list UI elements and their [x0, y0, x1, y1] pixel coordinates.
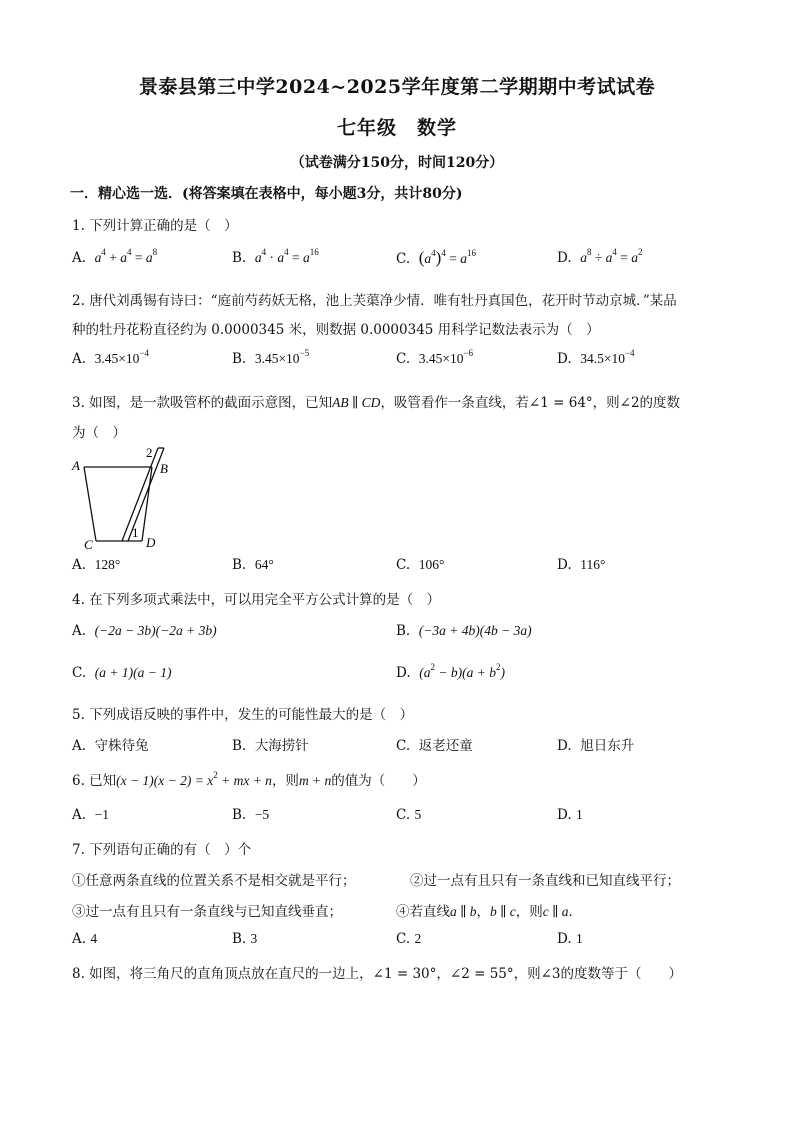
q7-option-d: D. 1 — [557, 931, 583, 947]
q4-option-c: C. (a + 1)(a − 1) — [72, 665, 172, 681]
label-d: D — [146, 535, 156, 550]
q3-line1: 3. 如图，是一款吸管杯的截面示意图，已知AB ∥ CD，吸管看作一条直线，若∠1 = 64°，则∠2的度数 — [72, 395, 681, 411]
q3-option-c: C. 106° — [396, 557, 445, 573]
q2-option-d: D. $34.5\times 10^{-4}$ — [557, 348, 635, 367]
q5-option-a: A. 守株待兔 — [72, 738, 149, 754]
q7-option-b: B. 3 — [232, 931, 258, 947]
q1-option-a: A. $a^4 + a^4 = a^8$ — [72, 247, 158, 266]
q4-stem: 4. 在下列多项式乘法中，可以用完全平方公式计算的是（ ） — [72, 592, 441, 608]
q2-option-c: C. $3.45\times 10^{-6}$ — [396, 348, 474, 367]
q2-line2: 种的牡丹花粉直径约为 0.0000345 米，则数据 0.0000345 用科学记数法表示为（ ） — [72, 322, 600, 338]
q5-option-b: B. 大海捞针 — [232, 738, 309, 754]
q4-option-b: B. (−3a + 4b)(4b − 3a) — [396, 623, 532, 639]
q7-statement-2: ②过一点有且只有一条直线和已知直线平行； — [410, 873, 680, 889]
q5-stem: 5. 下列成语反映的事件中，发生的可能性最大的是（ ） — [72, 707, 414, 723]
q2-line1: 2. 唐代刘禹锡有诗曰：“庭前芍药妖无格，池上芙蕖净少情．唯有牡丹真国色，花开时节动京城．”某品 — [72, 293, 677, 309]
q3-option-b: B. 64° — [232, 557, 274, 573]
q3-line2: 为（ ） — [72, 425, 126, 441]
q2-option-a: A. $3.45\times 10^{-4}$ — [72, 348, 149, 367]
q7-stem: 7. 下列语句正确的有（ ）个 — [72, 842, 252, 858]
q7-option-a: A. 4 — [72, 931, 98, 947]
q1-option-d: D. $a^8 \div a^4 = a^2$ — [557, 247, 643, 266]
q3-option-a: A. 128° — [72, 557, 121, 573]
label-a: A — [72, 458, 80, 473]
q2-option-b: B. $3.45\times 10^{-5}$ — [232, 348, 310, 367]
section-heading: 一．精心选一选．(将答案填在表格中，每小题3分，共计80分) — [70, 186, 463, 202]
q4-option-d: D. $(a^2 - b)(a + b^2)$ — [396, 662, 505, 681]
label-b: B — [160, 461, 168, 476]
q6-option-b: B. −5 — [232, 807, 270, 823]
q1-stem: 1. 下列计算正确的是（ ） — [72, 218, 238, 234]
label-angle-1: 1 — [132, 525, 139, 540]
cup-straw-figure — [66, 443, 186, 555]
q4-option-a: A. (−2a − 3b)(−2a + 3b) — [72, 623, 217, 639]
q7-statement-1: ①任意两条直线的位置关系不是相交就是平行； — [72, 873, 356, 889]
q1-option-b: B. $a^4 \cdot a^4 = a^{16}$ — [232, 247, 319, 266]
q7-option-c: C. 2 — [396, 931, 422, 947]
q6-option-c: C. 5 — [396, 807, 422, 823]
q8-stem: 8. 如图，将三角尺的直角顶点放在直尺的一边上，∠1 = 30°，∠2 = 55°，则∠3的度数等于（ ） — [72, 966, 683, 982]
q6-option-d: D. 1 — [557, 807, 583, 823]
exam-info: （试卷满分150分，时间120分） — [290, 155, 504, 171]
label-c: C — [84, 537, 93, 552]
cup-left-side — [84, 467, 96, 541]
q3-option-d: D. 116° — [557, 557, 606, 573]
q1-option-c: C. $(a^4)^4 = a^{16}$ — [396, 248, 476, 267]
label-angle-2: 2 — [146, 445, 153, 460]
exam-subtitle: 七年级 数学 — [336, 117, 457, 139]
q7-statement-4: ④若直线a ∥ b，b ∥ c，则c ∥ a． — [396, 904, 582, 920]
q5-option-d: D. 旭日东升 — [557, 738, 635, 754]
q6-stem: 6. 已知$(x - 1)(x - 2) = x^2$ + mx + n，则m + n的值为（ ） — [72, 770, 426, 789]
q6-option-a: A. −1 — [72, 807, 110, 823]
q7-statement-3: ③过一点有且只有一条直线与已知直线垂直； — [72, 904, 342, 920]
exam-title: 景泰县第三中学2024~2025学年度第二学期期中考试试卷 — [138, 76, 656, 98]
straw-left-edge — [122, 448, 158, 541]
q5-option-c: C. 返老还童 — [396, 738, 473, 754]
